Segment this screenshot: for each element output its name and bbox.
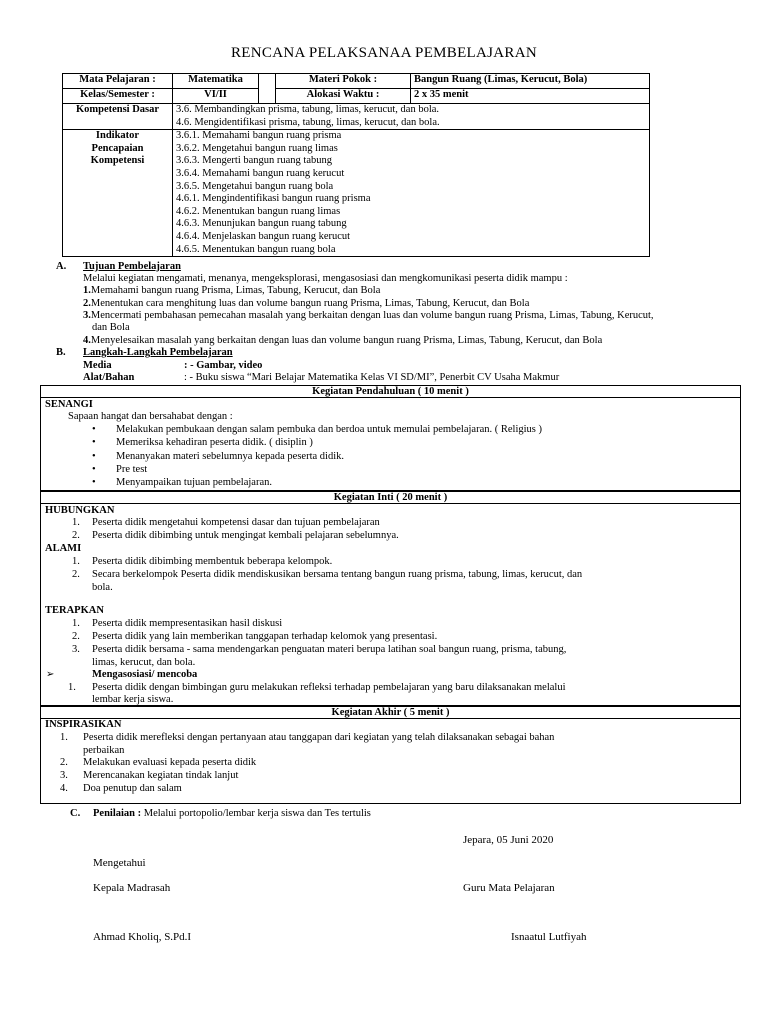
akhir-header: Kegiatan Akhir ( 5 menit )	[40, 706, 741, 719]
list-number: 2.	[72, 569, 80, 580]
mapel-value: Matematika	[173, 74, 259, 89]
hubungkan-title: HUBUNGKAN	[45, 505, 115, 516]
terapkan-item: Peserta didik mempresentasikan hasil diskusi	[92, 618, 283, 629]
info-table	[62, 73, 650, 257]
alami-title: ALAMI	[45, 543, 82, 554]
bullet-item: •	[92, 464, 96, 475]
kepala-madrasah-label: Kepala Madrasah	[93, 882, 171, 894]
terapkan-item-cont: limas, kerucut, dan bola.	[92, 657, 196, 668]
hubungkan-item: Peserta didik mengetahui kompetensi dasar dan tujuan pembelajaran	[92, 517, 380, 528]
media-value: : - Gambar, video	[184, 360, 263, 371]
waktu-label: Alokasi Waktu :	[276, 89, 411, 104]
list-number: 4.	[60, 783, 68, 794]
inspirasikan-item: Doa penutup dan salam	[83, 783, 182, 794]
ipk-item: 3.6.4. Memahami bangun ruang kerucut	[176, 167, 345, 179]
ipk-cell	[173, 130, 650, 257]
mengetahui-label: Mengetahui	[93, 857, 146, 869]
list-number: 2.	[72, 631, 80, 642]
list-number: 1.	[72, 556, 80, 567]
tujuan-intro: Melalui kegiatan mengamati, menanya, mengeksplorasi, mengasosiasi dan mengkomunikasi peserta didik mampu :	[83, 273, 568, 284]
ipk-item: 3.6.2. Mengetahui bangun ruang limas	[176, 142, 338, 154]
waktu-value: 2 x 35 menit	[411, 89, 650, 104]
inspirasikan-item: Melakukan evaluasi kepada peserta didik	[83, 757, 257, 768]
terapkan-item: Peserta didik bersama - sama mendengarkan penguatan materi berupa latihan soal bangun ruang, prisma, tabung,	[92, 644, 567, 655]
list-number: 3.	[60, 770, 68, 781]
ipk-item: 4.6.1. Mengindentifikasi bangun ruang prisma	[176, 193, 371, 205]
alat-value: : - Buku siswa “Mari Belajar Matematika Kelas VI SD/MI”, Penerbit CV Usaha Makmur	[184, 372, 560, 383]
tujuan-item: 3.Mencermati pembahasan pemecahan masalah yang berkaitan dengan luas dan volume bangun ruang Prisma, Limas, Tabung, Kerucut,	[83, 310, 654, 321]
kelas-value: VI/II	[173, 89, 259, 104]
list-number: 1.	[68, 682, 76, 693]
kd-item: 3.6. Membandingkan prisma, tabung, limas, kerucut, dan bola.	[176, 104, 440, 115]
terapkan-title: TERAPKAN	[45, 605, 104, 616]
senangi-bullet: Menanyakan materi sebelumnya kepada peserta didik.	[116, 451, 344, 462]
alami-item: Secara berkelompok Peserta didik mendiskusikan bersama tentang bangun ruang prisma, tabung, limas, kerucut, dan	[92, 569, 583, 580]
list-number: 2.	[60, 757, 68, 768]
section-letter-b: B.	[56, 347, 66, 358]
ipk-item: 3.6.3. Mengerti bangun ruang tabung	[176, 155, 333, 167]
tujuan-item: 1.Memahami bangun ruang Prisma, Limas, Tabung, Kerucut, dan Bola	[83, 285, 381, 296]
tujuan-item-cont: dan Bola	[92, 322, 130, 333]
bullet-item: •	[92, 424, 96, 435]
senangi-intro: Sapaan hangat dan bersahabat dengan :	[68, 411, 233, 422]
ipk-item: 4.6.3. Menunjukan bangun ruang tabung	[176, 218, 347, 230]
inti-header: Kegiatan Inti ( 20 menit )	[40, 491, 741, 504]
section-letter-c: C.	[70, 808, 81, 819]
senangi-title: SENANGI	[45, 399, 93, 410]
kepala-madrasah-name: Ahmad Kholiq, S.Pd.I	[93, 931, 192, 943]
materi-label: Materi Pokok :	[276, 74, 411, 89]
list-number: 1.	[72, 618, 80, 629]
section-letter-a: A.	[56, 261, 67, 272]
penilaian-line: Penilaian : Melalui portopolio/lembar kerja siswa dan Tes tertulis	[93, 808, 371, 819]
arrow-bullet-icon: ➢	[46, 669, 55, 680]
ipk-label: Indikator Pencapaian Kompetensi	[63, 130, 173, 257]
tujuan-heading: Tujuan Pembelajaran	[83, 261, 181, 272]
alami-item: Peserta didik dibimbing membentuk beberapa kelompok.	[92, 556, 333, 567]
alami-item-cont: bola.	[92, 582, 113, 593]
bullet-item: •	[92, 477, 96, 488]
document-title: RENCANA PELAKSANAA PEMBELAJARAN	[231, 45, 537, 61]
ipk-item: 3.6.1. Memahami bangun ruang prisma	[176, 130, 342, 142]
media-label: Media	[83, 360, 112, 371]
bullet-item: •	[92, 451, 96, 462]
ipk-item: 4.6.2. Menentukan bangun ruang limas	[176, 205, 341, 217]
langkah-heading: Langkah-Langkah Pembelajaran	[83, 347, 233, 358]
mapel-label: Mata Pelajaran :	[63, 74, 173, 89]
kelas-label: Kelas/Semester :	[63, 89, 173, 104]
ipk-item: 3.6.5. Mengetahui bangun ruang bola	[176, 180, 334, 192]
senangi-bullet: Melakukan pembukaan dengan salam pembuka dan berdoa untuk memulai pembelajaran. ( Religius )	[116, 424, 542, 435]
kd-item: 4.6. Mengidentifikasi prisma, tabung, limas, kerucut, dan bola.	[176, 116, 440, 128]
inspirasikan-item: Merencanakan kegiatan tindak lanjut	[83, 770, 239, 781]
spacer-cell	[259, 74, 276, 104]
inspirasikan-item: Peserta didik merefleksi dengan pertanyaan atau tanggapan dari kegiatan yang telah dilaksanakan sebagai bahan	[83, 732, 555, 743]
kd-label: Kompetensi Dasar	[63, 104, 173, 130]
tujuan-item: 2.Menentukan cara menghitung luas dan volume bangun ruang Prisma, Limas, Tabung, Kerucut, dan Bola	[83, 298, 530, 309]
hubungkan-item: Peserta didik dibimbing untuk mengingat kembali pelajaran sebelumnya.	[92, 530, 399, 541]
materi-value: Bangun Ruang (Limas, Kerucut, Bola)	[411, 74, 650, 89]
mengasosiasi-item-cont: lembar kerja siswa.	[92, 694, 174, 705]
pendahuluan-header: Kegiatan Pendahuluan ( 10 menit )	[40, 385, 741, 398]
alat-label: Alat/Bahan	[83, 372, 135, 383]
tujuan-item: 4.Menyelesaikan masalah yang berkaitan dengan luas dan volume bangun ruang Prisma, Limas, Tabung, Kerucut, dan Bola	[83, 335, 603, 346]
inspirasikan-item-cont: perbaikan	[83, 745, 125, 756]
ipk-item: 4.6.5. Menentukan bangun ruang bola	[176, 243, 336, 255]
list-number: 3.	[72, 644, 80, 655]
senangi-bullet: Pre test	[116, 464, 148, 475]
list-number: 2.	[72, 530, 80, 541]
senangi-bullet: Menyampaikan tujuan pembelajaran.	[116, 477, 272, 488]
kd-cell	[173, 104, 650, 130]
mengasosiasi-item: Peserta didik dengan bimbingan guru melakukan refleksi terhadap pembelajaran yang baru dilaksanakan melalui	[92, 682, 566, 693]
list-number: 1.	[72, 517, 80, 528]
list-number: 1.	[60, 732, 68, 743]
mengasosiasi-title: Mengasosiasi/ mencoba	[92, 669, 198, 680]
ipk-item: 4.6.4. Menjelaskan bangun ruang kerucut	[176, 230, 351, 242]
signature-date: Jepara, 05 Juni 2020	[463, 834, 554, 846]
terapkan-item: Peserta didik yang lain memberikan tanggapan terhadap kelomok yang presentasi.	[92, 631, 438, 642]
inspirasikan-title: INSPIRASIKAN	[45, 719, 122, 730]
bullet-item: •	[92, 437, 96, 448]
senangi-bullet: Memeriksa kehadiran peserta didik. ( disiplin )	[116, 437, 313, 448]
guru-name: Isnaatul Lutfiyah	[511, 931, 587, 943]
guru-label: Guru Mata Pelajaran	[463, 882, 555, 894]
